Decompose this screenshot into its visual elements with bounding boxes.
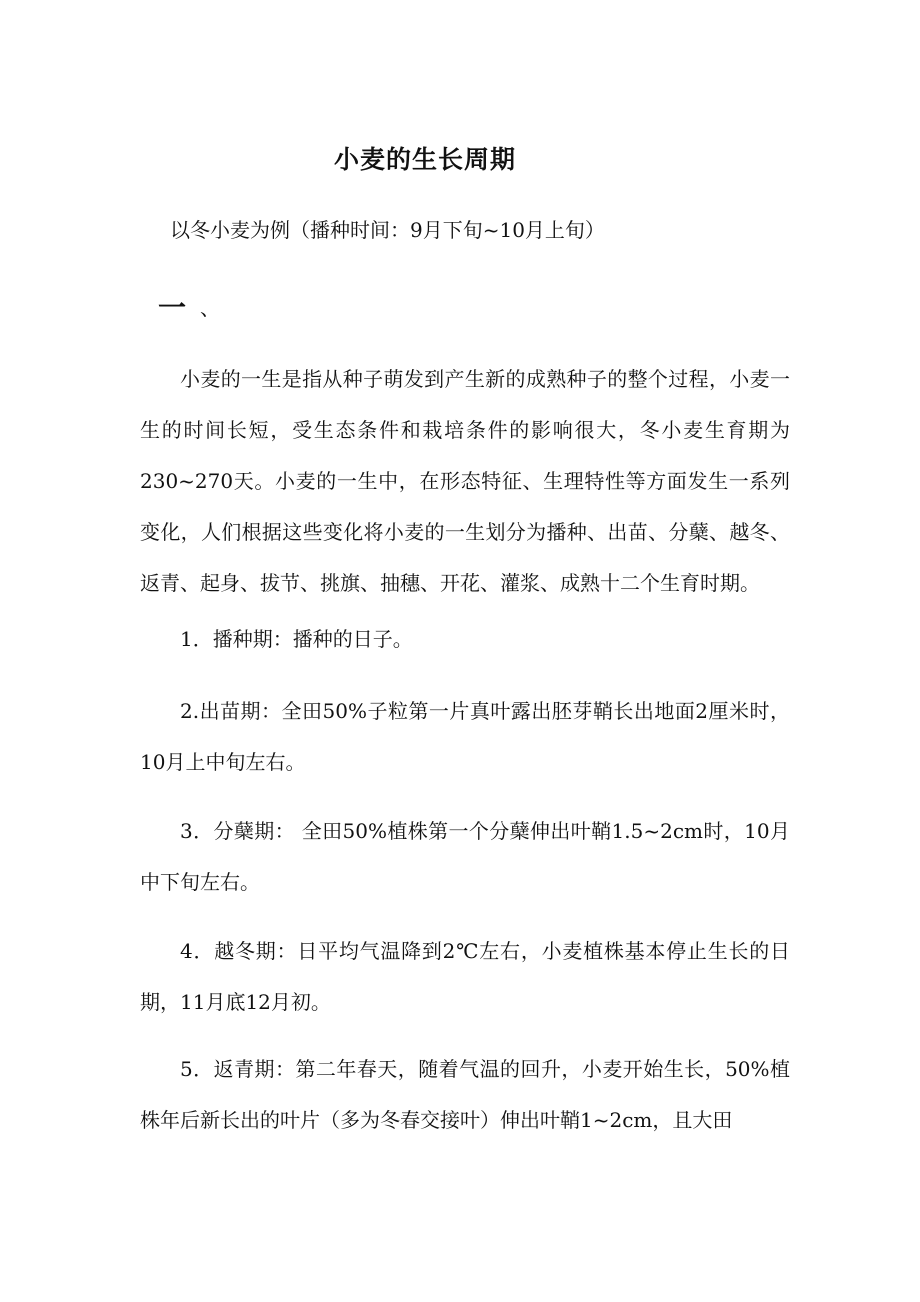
section-number: 一 <box>158 291 187 324</box>
stage-greening: 5．返青期：第二年春天，随着气温的回升，小麦开始生长，50%植株年后新长出的叶片（多为冬春交接叶）伸出叶鞘1~2cm，且大田 <box>140 1057 790 1132</box>
stage-emergence: 2.出苗期：全田50%子粒第一片真叶露出胚芽鞘长出地面2厘米时，10月上中旬左右。 <box>140 699 790 774</box>
section-heading <box>158 286 220 326</box>
document-title: 小麦的生长周期 <box>333 145 516 174</box>
document-subtitle: 以冬小麦为例（播种时间：9月下旬~10月上旬） <box>170 218 605 242</box>
intro-paragraph: 小麦的一生是指从种子萌发到产生新的成熟种子的整个过程，小麦一生的时间长短，受生态条件和栽培条件的影响很大，冬小麦生育期为230~270天。小麦的一生中，在形态特征、生理特性等方面发生一系列变化，人们根据这些变化将小麦的一生划分为播种、出苗、分蘖、越冬、返青、起身、拔节、挑旗、抽穗、开花、灌浆、成熟十二个生育时期。 <box>140 367 790 595</box>
stage-sowing: 1．播种期：播种的日子。 <box>180 627 413 651</box>
stage-tillering: 3．分蘖期： 全田50%植株第一个分蘖伸出叶鞘1.5~2cm时，10月中下旬左右。 <box>140 819 790 894</box>
stage-overwintering: 4．越冬期：日平均气温降到2℃左右，小麦植株基本停止生长的日期，11月底12月初。 <box>140 939 790 1014</box>
section-separator: 、 <box>200 295 221 320</box>
